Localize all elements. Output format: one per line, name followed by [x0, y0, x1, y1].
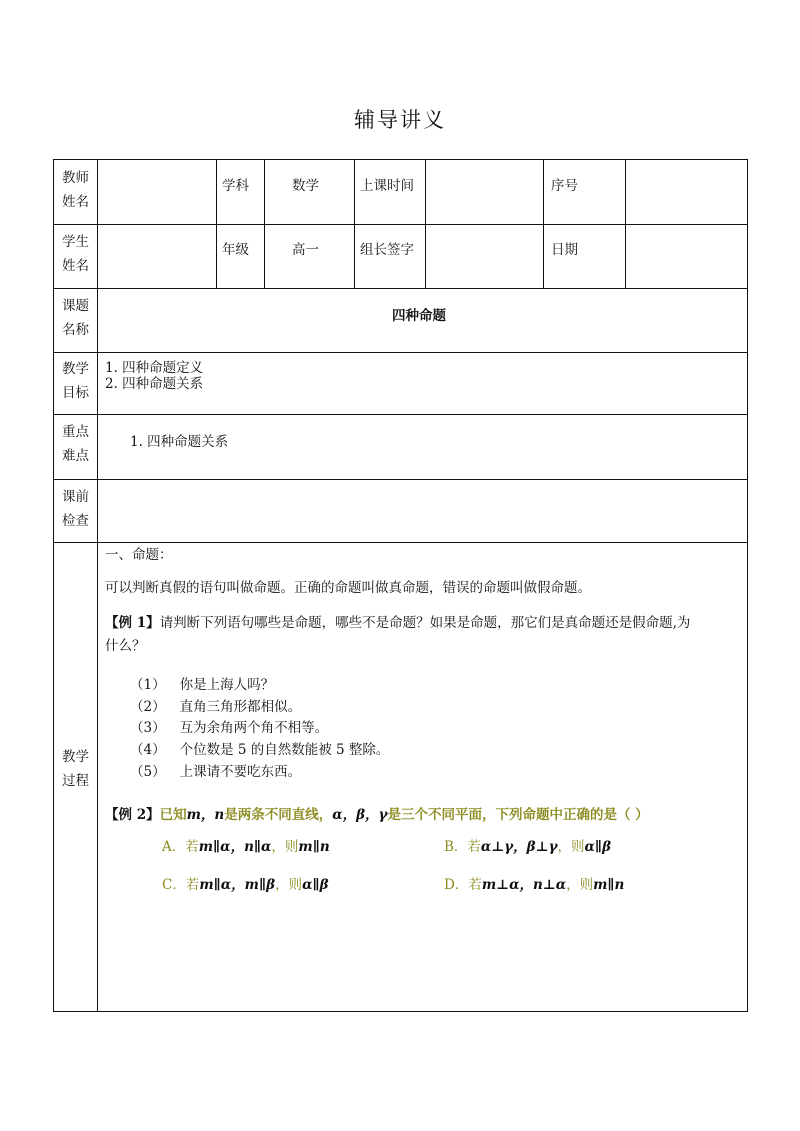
page-title: 辅导讲义	[354, 108, 446, 132]
option-d: D．若m⊥α，n⊥α，则m∥n	[444, 877, 625, 893]
list-item: （4） 个位数是 5 的自然数能被 5 整除。	[130, 742, 390, 758]
row-divider	[53, 414, 748, 415]
example-1-tag: 【例 1】	[105, 615, 160, 631]
list-item: （3） 互为余角两个角不相等。	[130, 720, 329, 736]
row-divider	[53, 224, 748, 225]
pre-check-label: 课前检查	[62, 489, 89, 529]
row-divider	[53, 542, 748, 543]
col-divider	[543, 159, 544, 288]
goals-label: 教学目标	[62, 361, 89, 401]
topic-label: 课题名称	[62, 298, 89, 338]
key-points-label: 重点难点	[62, 424, 89, 464]
example-2-stem: 【例 2】已知m，n是两条不同直线，α，β，γ是三个不同平面，下列命题中正确的是（ ）	[105, 807, 649, 823]
process-label: 教学过程	[62, 749, 89, 789]
list-item: （2） 直角三角形都相似。	[130, 699, 302, 715]
option-a: A．若m∥α，n∥α，则m∥n	[162, 839, 330, 855]
example-2-tag: 【例 2】	[105, 807, 160, 823]
example-1-line-1	[105, 614, 690, 633]
col-divider	[625, 159, 626, 288]
student-name-label: 学生姓名	[62, 234, 89, 274]
topic-value: 四种命题	[392, 308, 446, 324]
label-column-divider	[97, 159, 98, 1012]
goal-item: 1. 四种命题定义	[105, 360, 204, 376]
row-divider	[53, 288, 748, 289]
col-divider	[425, 159, 426, 288]
key-point-item: 1. 四种命题关系	[130, 434, 229, 450]
list-item: （1） 你是上海人吗？	[130, 677, 275, 693]
leader-signature-label: 组长签字	[360, 242, 414, 258]
row-divider	[53, 352, 748, 353]
section-heading: 一、命题：	[105, 547, 173, 563]
list-item: （5） 上课请不要吃东西。	[130, 764, 302, 780]
row-divider	[53, 479, 748, 480]
subject-label: 学科	[222, 178, 249, 194]
teacher-name-label: 教师姓名	[62, 170, 89, 210]
class-time-label: 上课时间	[360, 178, 414, 194]
grade-label: 年级	[222, 242, 249, 258]
col-divider	[354, 159, 355, 288]
example-1-line-2: 什么？	[105, 638, 146, 654]
subject-value: 数学	[292, 178, 319, 194]
sequence-label: 序号	[551, 178, 578, 194]
col-divider	[216, 159, 217, 288]
option-c: C．若m∥α，m∥β，则α∥β	[162, 877, 329, 893]
grade-value: 高一	[292, 242, 319, 258]
option-b: B．若α⊥γ，β⊥γ，则α∥β	[444, 839, 612, 855]
definition-text: 可以判断真假的语句叫做命题。正确的命题叫做真命题，错误的命题叫做假命题。	[105, 580, 591, 596]
col-divider	[264, 159, 265, 288]
date-label: 日期	[551, 242, 578, 258]
goal-item: 2. 四种命题关系	[105, 376, 204, 392]
example-1-text: 请判断下列语句哪些是命题，哪些不是命题？如果是命题，那它们是真命题还是假命题,为	[159, 615, 691, 631]
